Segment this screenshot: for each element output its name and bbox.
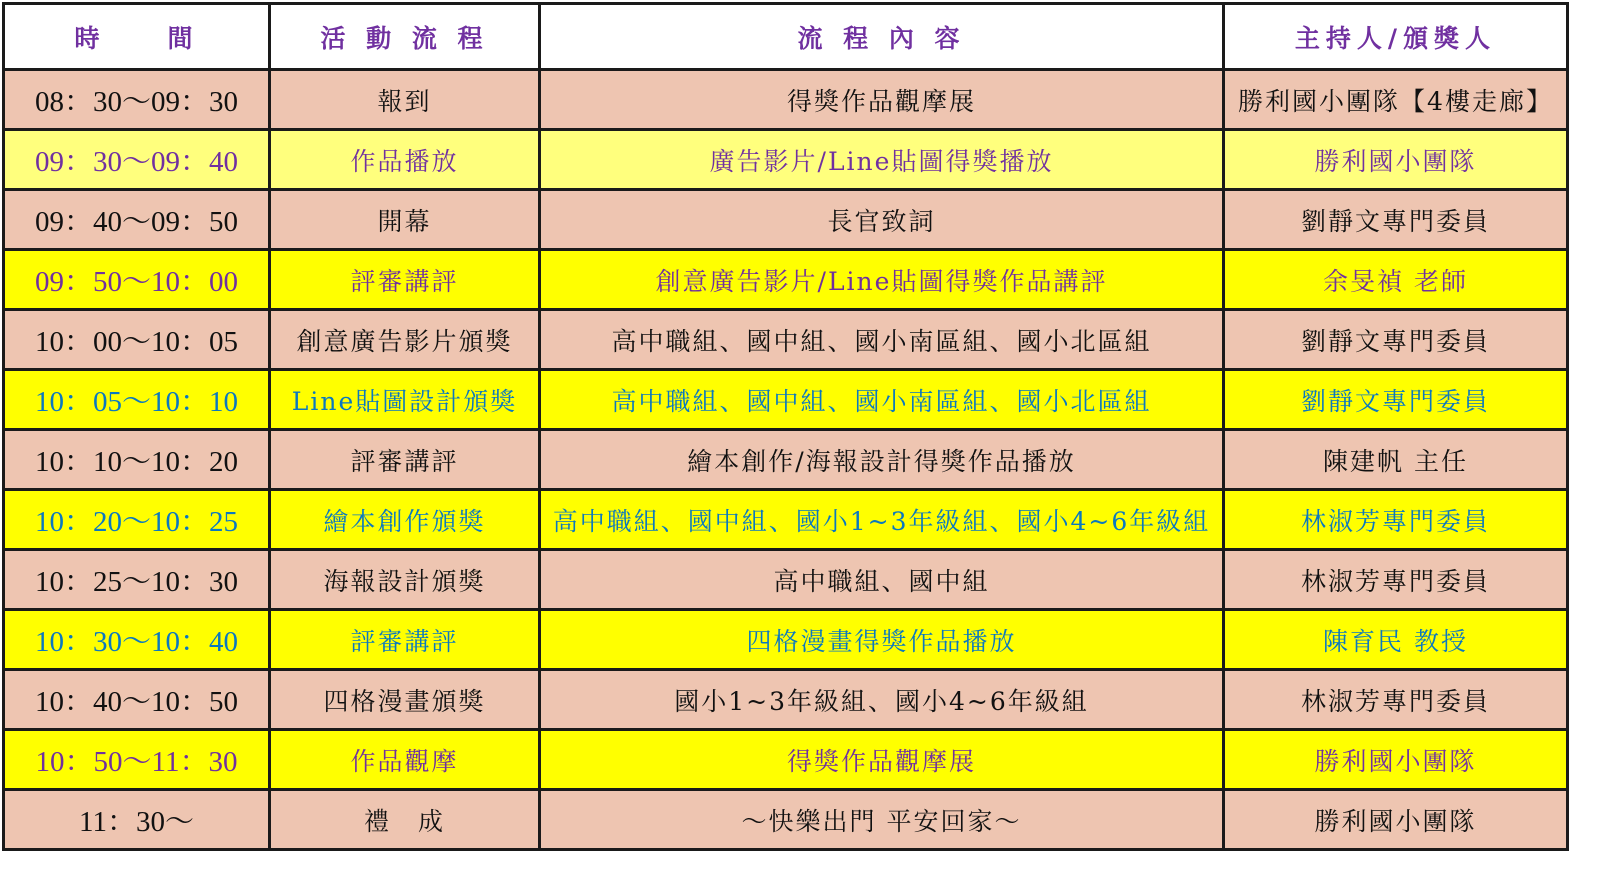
host-cell: 林淑芳專門委員 [1224,670,1568,730]
schedule-table-container [2,2,1569,851]
content-cell: 高中職組、國中組、國小南區組、國小北區組 [540,370,1224,430]
content-cell: 得獎作品觀摩展 [540,730,1224,790]
host-cell: 陳建帆 主任 [1224,430,1568,490]
table-row [4,250,1568,310]
activity-cell: 海報設計頒獎 [270,550,540,610]
time-cell: 10：05～10：10 [4,370,270,430]
content-cell: 廣告影片/Line貼圖得獎播放 [540,130,1224,190]
time-cell: 10：20～10：25 [4,490,270,550]
table-row [4,70,1568,130]
table-row [4,130,1568,190]
activity-cell: 評審講評 [270,610,540,670]
activity-cell: 報到 [270,70,540,130]
time-cell: 10：00～10：05 [4,310,270,370]
activity-cell: 作品播放 [270,130,540,190]
time-cell: 10：10～10：20 [4,430,270,490]
host-cell: 余旻禎 老師 [1224,250,1568,310]
host-cell: 勝利國小團隊 [1224,130,1568,190]
content-cell: 得獎作品觀摩展 [540,70,1224,130]
table-row [4,730,1568,790]
table-row [4,370,1568,430]
host-cell: 陳育民 教授 [1224,610,1568,670]
host-cell: 劉靜文專門委員 [1224,190,1568,250]
activity-cell: 創意廣告影片頒獎 [270,310,540,370]
host-cell: 勝利國小團隊 [1224,730,1568,790]
table-row [4,490,1568,550]
host-cell: 劉靜文專門委員 [1224,310,1568,370]
content-cell: 高中職組、國中組、國小1~3年級組、國小4~6年級組 [540,490,1224,550]
content-cell: 創意廣告影片/Line貼圖得獎作品講評 [540,250,1224,310]
time-cell: 10：25～10：30 [4,550,270,610]
activity-cell: 評審講評 [270,430,540,490]
host-cell: 林淑芳專門委員 [1224,550,1568,610]
activity-cell: 評審講評 [270,250,540,310]
table-row [4,310,1568,370]
host-cell: 劉靜文專門委員 [1224,370,1568,430]
content-cell: ～快樂出門 平安回家～ [540,790,1224,850]
content-cell: 高中職組、國中組 [540,550,1224,610]
content-cell: 長官致詞 [540,190,1224,250]
table-header-row [4,4,1568,70]
table-row [4,670,1568,730]
table-row [4,190,1568,250]
activity-cell: 禮 成 [270,790,540,850]
host-cell: 勝利國小團隊【4樓走廊】 [1224,70,1568,130]
time-cell: 10：50～11：30 [4,730,270,790]
content-cell: 高中職組、國中組、國小南區組、國小北區組 [540,310,1224,370]
activity-cell: Line貼圖設計頒獎 [270,370,540,430]
content-cell: 國小1~3年級組、國小4~6年級組 [540,670,1224,730]
host-cell: 勝利國小團隊 [1224,790,1568,850]
host-cell: 林淑芳專門委員 [1224,490,1568,550]
table-row [4,430,1568,490]
activity-cell: 開幕 [270,190,540,250]
content-cell: 四格漫畫得獎作品播放 [540,610,1224,670]
time-cell: 11：30～ [4,790,270,850]
table-row [4,550,1568,610]
time-cell: 09：30～09：40 [4,130,270,190]
header-activity: 活 動 流 程 [270,4,540,70]
table-row [4,610,1568,670]
time-cell: 08：30～09：30 [4,70,270,130]
header-time: 時 間 [4,4,270,70]
time-cell: 10：40～10：50 [4,670,270,730]
content-cell: 繪本創作/海報設計得獎作品播放 [540,430,1224,490]
table-row [4,790,1568,850]
time-cell: 09：40～09：50 [4,190,270,250]
event-schedule-table [2,2,1569,851]
header-host: 主持人/頒獎人 [1224,4,1568,70]
activity-cell: 四格漫畫頒獎 [270,670,540,730]
activity-cell: 作品觀摩 [270,730,540,790]
activity-cell: 繪本創作頒獎 [270,490,540,550]
header-content: 流 程 內 容 [540,4,1224,70]
time-cell: 09：50～10：00 [4,250,270,310]
time-cell: 10：30～10：40 [4,610,270,670]
